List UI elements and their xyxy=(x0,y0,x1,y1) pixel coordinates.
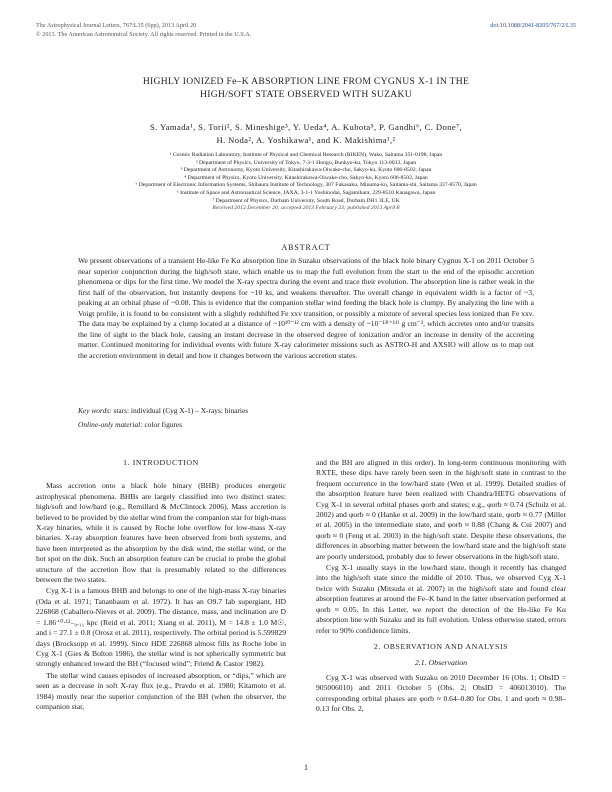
online-material xyxy=(78,420,182,429)
running-header-right xyxy=(490,22,576,31)
doi-link[interactable]: doi:10.1088/2041-8205/767/2/L35 xyxy=(490,22,576,29)
paper-title xyxy=(60,75,552,101)
intro-paragraph-3: The stellar wind causes episodes of increased absorption, or “dips,” which are seen as a decrease in soft X-ray flux (e.g., Pravdo et al. 1980; Kitamoto et al. 1984) mostly near the superior conjunction of the BH (when the observer, the companion star, xyxy=(36,670,286,711)
intro-paragraph-4: Cyg X-1 usually stays in the low/hard state, though it recently has changed into the high/soft state since the middle of 2010. Thus, we observed Cyg X-1 twice with Suzaku (Mitsuda et al. 2007) in the high/soft state and found clear absorption features at around the Fe–K band in the latter observation performed at φorb ≈ 0.05. In this Letter, we report the detection of the He-like Fe Kα absorption line with Suzaku and its full evolution. Unless otherwise stated, errors refer to 90% confidence limits. xyxy=(316,563,566,635)
affiliation-5: ⁵ Department of Electronic Information Systems, Shibaura Institute of Technology, 307 Fukasaku, Minuma-ku, Saitama-shi, Saitama 337-8570, Japan xyxy=(135,182,477,189)
section-heading-introduction: 1. INTRODUCTION xyxy=(123,458,199,467)
keywords xyxy=(78,406,248,415)
keywords-label: Key words: xyxy=(78,406,112,415)
running-header-left xyxy=(36,22,251,39)
keywords-text: stars: individual (Cyg X-1) – X-rays: binaries xyxy=(113,406,249,415)
journal-line: The Astrophysical Journal Letters, 767:L35 (6pp), 2013 April 20 xyxy=(36,22,197,29)
page-number: 1 xyxy=(304,763,308,772)
affiliation-6: ⁶ Institute of Space and Astronautical Science, JAXA, 3-1-1 Yoshinodai, Sagamihara, 229-8510 Kanagawa, Japan xyxy=(176,189,436,196)
affiliations xyxy=(20,152,592,213)
left-column xyxy=(36,458,286,713)
intro-paragraph-2: Cyg X-1 is a famous BHB and belongs to one of the high-mass X-ray binaries (Oda et al. 1971; Tananbaum et al. 1972). It has an O9.7 Iab supergiant, HD 226868 (Caballero-Nieves et al. 2009). The distance, mass, and inclination are D = 1.86⁺⁰·¹²₋₀.₁₁ kpc (Reid et al. 2011; Xiang et al. 2011), M = 14.8 ± 1.0 M☉, and i = 27.1 ± 0.8 (Orosz et al. 2011), respectively. The orbital period is 5.599829 days (Brocksopp et al. 1999). Since HDE 226868 almost fills its Roche lobe in Cyg X-1 (Gies & Bolton 1986), the stellar wind is not spherically symmetric but strongly enhanced toward the BH (“focused wind”; Friend & Castor 1982). xyxy=(36,586,286,669)
title-line-1: HIGHLY IONIZED Fe–K ABSORPTION LINE FROM CYGNUS X-1 IN THE xyxy=(142,76,470,87)
received-dates: Received 2012 December 20; accepted 2013 February 23; published 2013 April 8 xyxy=(212,205,400,212)
right-column xyxy=(316,458,566,715)
affiliation-7: ⁷ Department of Physics, Durham University, South Road, Durham DH1 3LE, UK xyxy=(212,197,400,204)
observation-paragraph-1: Cyg X-1 was observed with Suzaku on 2010 December 16 (Obs. 1; ObsID = 905006010) and 2011 October 5 (Obs. 2; ObsID = 406013010). The corresponding orbital phases are φorb ≈ 0.64–0.80 for Obs. 1 and φorb ≈ 0.98–0.13 for Obs. 2, xyxy=(316,672,566,713)
online-material-label: Online-only material: xyxy=(78,420,143,429)
section-heading-observation: 2. OBSERVATION AND ANALYSIS xyxy=(373,641,509,651)
authors-line-1: S. Yamada¹, S. Torii², S. Mineshige³, Y. Ueda⁴, A. Kubota⁵, P. Gandhi⁶, C. Done⁷, xyxy=(149,122,463,132)
affiliation-2: ² Department of Physics, University of Tokyo, 7-3-1 Hongo, Bunkyo-ku, Tokyo 113-0033, Japan xyxy=(195,159,417,166)
abstract-body xyxy=(78,256,534,361)
abstract-text: We present observations of a transient He-like Fe Kα absorption line in Suzaku observations of the black hole binary Cygnus X-1 on 2011 October 5 near superior conjunction during the high/soft state, which enable us to map the full evolution from the start to the end of the episodic accretion phenomena or dips for the first time. We model the X-ray spectra during the event and trace their evolution. The absorption line is rather weak in the first half of the observation, but instantly deepens for ~10 ks, and weakens thereafter. The overall change in equivalent width is a factor of ~3, peaking at an orbital phase of ~0.08. This is evidence that the companion stellar wind feeding the black hole is clumpy. By analyzing the line with a Voigt profile, it is found to be consistent with a slightly redshifted Fe xxv transition, or possibly a mixture of several species less ionized than Fe xxv. The data may be explained by a clump located at a distance of ~10¹⁰⁻¹² cm with a density of ~10⁻¹³⁽⁼¹¹⁾ g cm⁻³, which accretes onto and/or transits the line of sight to the black hole, causing an instant decrease in the observed degree of ionization and/or an increase in density of the accreting matter. Continued monitoring for individual events with future X-ray calorimeter missions such as ASTRO-H and AXSIO will allow us to map out the accretion environment in detail and how it changes between the various accretion states. xyxy=(78,256,534,360)
affiliation-1: ¹ Cosmic Radiation Laboratory, Institute of Physical and Chemical Research (RIKEN), Wako, Saitama 351-0198, Japan xyxy=(169,152,443,158)
online-material-text: color figures xyxy=(144,420,183,429)
affiliation-3: ³ Department of Astronomy, Kyoto University, Kitashirakawa-Oiwake-cho, Sakyo-ku, Kyoto 606-8502, Japan xyxy=(180,167,432,174)
affiliation-4: ⁴ Department of Physics, Kyoto University, Kitashirakawa-Oiwake-cho, Sakyo-ku, Kyoto 606-8502, Japan xyxy=(184,174,428,181)
subsection-heading-observation: 2.1. Observation xyxy=(414,658,468,668)
title-line-2: HIGH/SOFT STATE OBSERVED WITH SUZAKU xyxy=(200,89,412,100)
copyright-line: © 2013. The American Astronomical Society. All rights reserved. Printed in the U.S.A. xyxy=(36,30,252,38)
author-list xyxy=(60,121,552,147)
intro-paragraph-continued: and the BH are aligned in this order). In long-term continuous monitoring with RXTE, these dips have rarely been seen in the high/soft state in contrast to the frequent occurrence in the low/hard state (Wen et al. 1999). Detailed studies of the absorption feature have been realized with Chandra/HETG observations of Cyg X-1 in several orbital phases φorb and states; e.g., φorb ≈ 0.74 (Schulz et al. 2002) and φorb ≈ 0 (Hanke et al. 2009) in the low/hard state, φorb ≈ 0.77 (Miller et al. 2005) in the intermediate state, and φorb ≈ 0.88 (Chang & Cui 2007) and φorb ≈ 0 (Feng et al. 2003) in the high/soft state. Despite these observations, the differences in absorbing matter between the low/hard state and the high/soft state are poorly understood, probably due to fewer observations in the high/soft state. xyxy=(316,458,566,561)
intro-paragraph-1: Mass accretion onto a black hole binary (BHB) produces energetic astrophysical phenomena. BHBs are largely classified into two distinct states: high/soft and low/hard (e.g., Remillard & McClintock 2006). Mass accretion is believed to be provided by the stellar wind from the companion star for high-mass X-ray binaries, while it is caused by Roche lobe overflow for low-mass X-ray binaries. X-ray absorption features have been observed from both systems, and have been interpreted as the absorption by the disk wind, the stellar wind, or the hot spot on the disk. Such an absorption feature can be crucial to probe the global structure of the accretion flow that is presumably related to the differences between the two states. xyxy=(36,481,286,585)
abstract-heading: ABSTRACT xyxy=(281,243,331,252)
authors-line-2: H. Noda², A. Yoshikawa¹, and K. Makishima¹,² xyxy=(216,135,396,145)
